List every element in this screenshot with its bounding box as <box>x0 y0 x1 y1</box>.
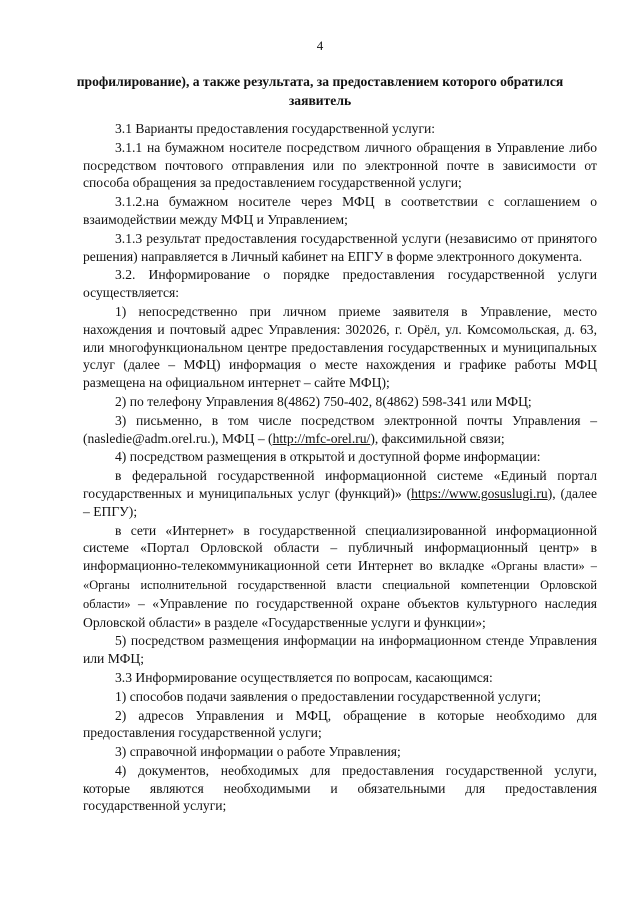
paragraph-3-1-1: 3.1.1 на бумажном носителе посредством личного обращения в Управление либо посредством почтового отправления или по электронной почте в зависимости от способа обращения за предоставлением государственной услуги; <box>83 139 597 191</box>
organs-text: «Органы власти» – «Органы исполнительной государственной власти специальной компетенции Орловской области» <box>83 559 597 611</box>
internet-text-end: – «Управление по государственной охране объектов культурного наследия Орловской области» в разделе «Государственные услуги и функции»; <box>83 595 597 630</box>
paragraph-3-2-item-2: 2) по телефону Управления 8(4862) 750-402, 8(4862) 598-341 или МФЦ; <box>115 393 532 409</box>
paragraph-3-3-item-2: 2) адресов Управления и МФЦ, обращение в которые необходимо для предоставления государственной услуги; <box>83 707 597 741</box>
paragraph-3-3-item-3: 3) справочной информации о работе Управления; <box>115 744 401 760</box>
paragraph-3-2-item-5: 5) посредством размещения информации на информационном стенде Управления или МФЦ; <box>83 633 597 667</box>
paragraph-3-3-item-1: 1) способов подачи заявления о предоставлении государственной услуги; <box>115 688 541 704</box>
paragraph-3-1-3: 3.1.3 результат предоставления государственной услуги (независимо от принятого решения) направляется в Личный кабинет на ЕПГУ в форме электронного документа. <box>83 230 597 264</box>
item-3-text-end: ), факсимильной связи; <box>370 430 505 446</box>
paragraph-epgu <box>83 467 597 520</box>
paragraph-3-1-2: 3.1.2.на бумажном носителе через МФЦ в соответствии с соглашением о взаимодействии между МФЦ и Управлением; <box>83 194 597 227</box>
paragraph-3-2-item-4: 4) посредством размещения в открытой и доступной форме информации: <box>115 449 541 465</box>
paragraph-3-3-item-4: 4) документов, необходимых для предоставления государственной услуги, которые являются необходимыми и обязательными для предоставления государственной услуги; <box>83 762 597 814</box>
paragraph-3-3: 3.3 Информирование осуществляется по вопросам, касающимся: <box>115 669 493 685</box>
page-number: 4 <box>316 38 324 53</box>
gosuslugi-link[interactable]: https://www.gosuslugi.ru <box>411 485 548 501</box>
item-3-text: 3) письменно, в том числе посредством электронной почты Управления – (nasledie@adm.orel.ru.), МФЦ – ( <box>83 412 597 446</box>
paragraph-3-2: 3.2. Информирование о порядке предоставления государственной услуги осуществляется: <box>83 267 597 301</box>
paragraph-internet <box>83 522 597 632</box>
mfc-link[interactable]: http://mfc-orel.ru/ <box>272 430 371 446</box>
document-body <box>83 120 597 816</box>
epgu-text-end: ), (далее – ЕПГУ); <box>83 485 597 519</box>
internet-text: в сети «Интернет» в государственной специализированной информационной системе «Портал Орловской области – публичный информационный центр» в информационно-телекоммуникационной сети Интернет во вкладке <box>83 522 597 574</box>
paragraph-3-1: 3.1 Варианты предоставления государственной услуги: <box>115 121 436 136</box>
paragraph-3-2-item-1: 1) непосредственно при личном приеме заявителя в Управление, место нахождения и почтовый адрес Управления: 302026, г. Орёл, ул. Комсомольская, д. 63, или многофункциональном центре предоставления государственных и муниципальных услуг (далее – МФЦ) информация о месте нахождения и графике работы МФЦ размещена на официальном интернет – сайте МФЦ); <box>83 303 597 391</box>
paragraph-3-2-item-3 <box>83 412 597 448</box>
epgu-text: в федеральной государственной информационной системе «Единый портал государственных и муниципальных услуг (функций)» ( <box>83 468 597 501</box>
section-heading: профилирование), а также результата, за предоставлением которого обратился заявитель <box>76 74 564 108</box>
